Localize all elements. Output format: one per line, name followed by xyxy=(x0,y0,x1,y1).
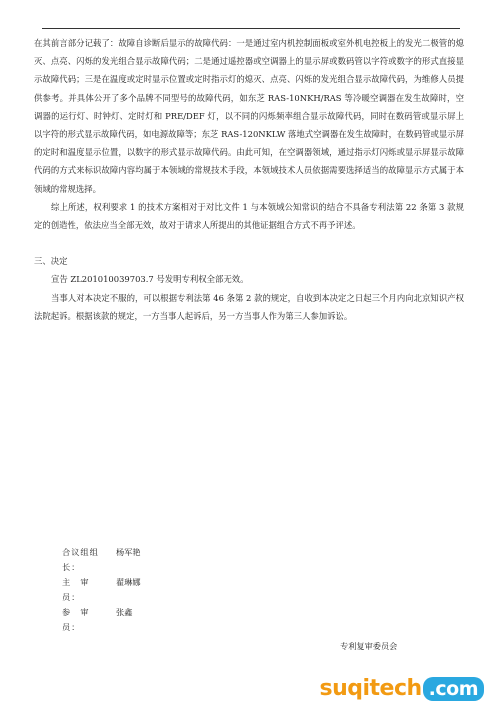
signatory-name: 张鑫 xyxy=(116,607,133,617)
signatory-row xyxy=(62,575,141,605)
header-rule xyxy=(42,28,460,29)
signatory-role: 参 审 员： xyxy=(62,607,99,632)
paragraph-appeal-notice: 当事人对本决定不服的，可以根据专利法第 46 条第 2 款的规定，自收到本决定之日起三个月内向北京知识产权法院起诉。根据该款的规定，一方当事人起诉后，另一方当事人作为第三人参加诉讼。 xyxy=(34,292,464,321)
paragraph-declaration: 宣告 ZL201010039703.7 号发明专利权全部无效。 xyxy=(51,274,249,285)
watermark-text: suqitech xyxy=(319,676,422,701)
paragraph-prior-art: 在其前言部分记载了：故障自诊断后显示的故障代码：一是通过室内机控制面板或室外机电控板上的发光二极管的熄灭、点亮、闪烁的发光组合显示故障代码；二是通过遥控器或空调器上的显示屏或数码管以字符或数字的形式直接显示故障代码；三是在温度或定时显示位置或定时指示灯的熄灭、点亮、闪烁的发光组合显示故障代码，为维修人员提供参考。并具体公开了多个品牌不同型号的故障代码，如东芝 RAS-10NKH/RAS 等冷暖空调器在发生故障时，空调器的运行灯、时钟灯、定时灯和 PRE/DEF 灯，以不同的闪烁频率组合显示故障代码，同时在数码管或显示屏上以字符的形式显示故障代码，如电源故障等；东芝 RAS-120NKLW 落地式空调器在发生故障时，在数码管或显示屏的定时和温度显示位置，以数字的形式显示故障代码。由此可知，在空调器领域，通过指示灯闪烁或显示屏显示故障代码的方式来标识故障内容均属于本领域的常规技术手段，本领域技术人员依据需要选择适当的故障显示方式属于本领域的常规选择。 xyxy=(34,38,464,194)
issuing-board: 专利复审委员会 xyxy=(340,641,398,651)
signatory-role: 主 审 员： xyxy=(62,577,99,602)
watermark-tld: .com xyxy=(423,677,484,701)
signatory-name: 翟琳娜 xyxy=(116,577,141,587)
section-heading-decision: 三、决定 xyxy=(34,256,68,267)
signatory-role: 合议组组长： xyxy=(62,547,99,572)
signatory-name: 杨军艳 xyxy=(116,547,141,557)
signatory-row xyxy=(62,545,141,575)
signatory-block xyxy=(62,545,141,635)
site-watermark-logo xyxy=(319,676,484,701)
paragraph-conclusion: 综上所述，权利要求 1 的技术方案相对于对比文件 1 与本领域公知常识的结合不具备专利法第 22 条第 3 款规定的创造性，依法应当全部无效，故对于请求人所提出的其他证据组合方式不再予评述。 xyxy=(34,201,464,231)
signatory-row xyxy=(62,605,141,635)
document-body xyxy=(34,34,464,325)
